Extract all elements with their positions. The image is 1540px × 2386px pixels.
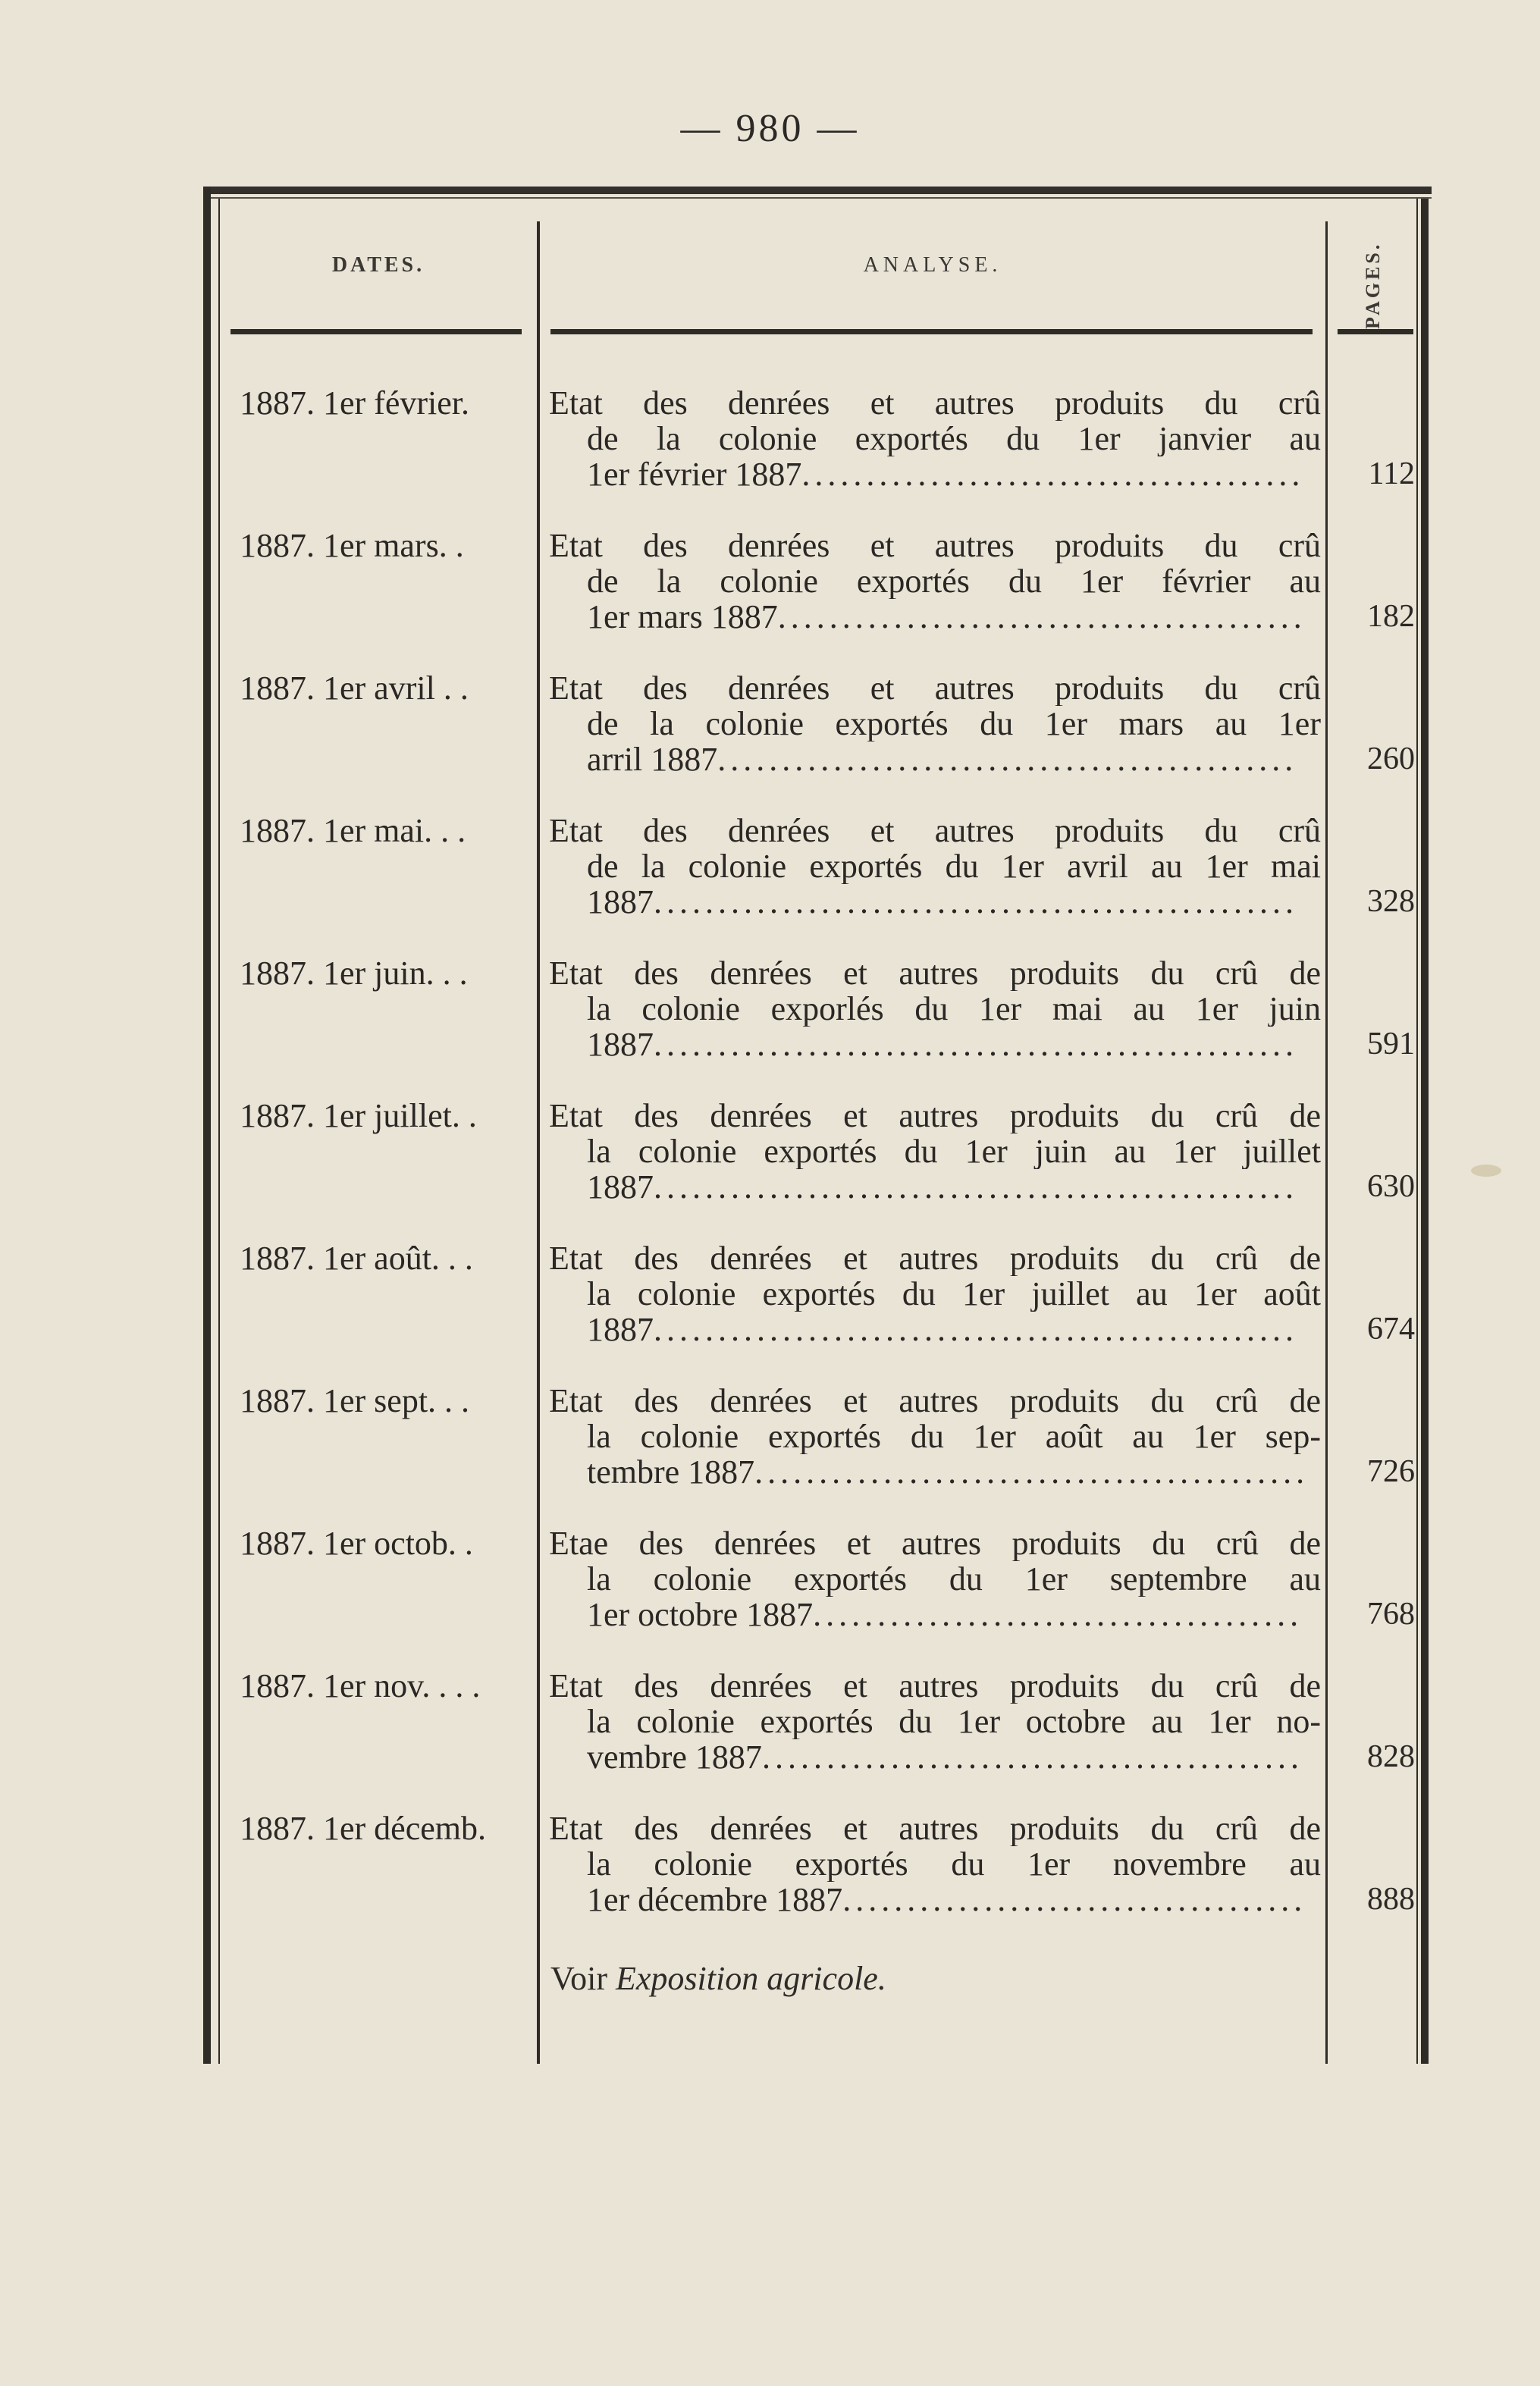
row-date: 1887. 1er mars. .: [240, 527, 464, 564]
row-page: 182: [1367, 599, 1415, 634]
analysis-line: [549, 1312, 1321, 1347]
row-page: 112: [1368, 456, 1415, 491]
analysis-line: Etat des denrées et autres produits du crû de: [549, 1383, 1321, 1419]
analysis-line: Etat des denrées et autres produits du crû de: [549, 1098, 1321, 1133]
analysis-line-text: tembre 1887: [587, 1454, 755, 1490]
index-rows: [203, 385, 1432, 1953]
row-date: 1887. 1er octob. .: [240, 1525, 473, 1562]
analysis-line-text: 1er mars 1887: [587, 599, 778, 635]
row-analysis: [549, 955, 1321, 1062]
footer-note-prefix: Voir: [550, 1960, 616, 1997]
index-row: [203, 528, 1432, 670]
analysis-line: [549, 742, 1321, 777]
analysis-line: la colonie exportés du 1er juillet au 1er août: [587, 1276, 1321, 1312]
row-page: 726: [1367, 1454, 1415, 1489]
row-date: 1887. 1er sept. . .: [240, 1382, 470, 1419]
dot-leader: .......................................: [801, 456, 1305, 492]
row-page: 591: [1367, 1027, 1415, 1061]
row-date: 1887. 1er nov. . . .: [240, 1667, 481, 1704]
row-analysis: [549, 670, 1321, 777]
index-row: [203, 1811, 1432, 1953]
row-page: 768: [1367, 1597, 1415, 1632]
header-analyse: ANALYSE.: [863, 253, 1002, 277]
header-underline-pages: [1338, 329, 1413, 334]
dot-leader: ..................................................: [654, 884, 1298, 920]
paper-stain: [1471, 1165, 1501, 1177]
dot-leader: ......................................: [813, 1597, 1303, 1632]
analysis-line: la colonie exportés du 1er novembre au: [587, 1846, 1321, 1882]
analysis-line: de la colonie exportés du 1er février au: [587, 563, 1321, 599]
index-row: [203, 1525, 1432, 1668]
analysis-line: Etat des denrées et autres produits du crû: [549, 813, 1321, 848]
index-row: [203, 955, 1432, 1098]
analysis-line: la colonie exportés du 1er octobre au 1er no-: [587, 1704, 1321, 1739]
index-row: [203, 1383, 1432, 1525]
index-row: [203, 813, 1432, 955]
analysis-line: [549, 1454, 1321, 1490]
row-analysis: [549, 1811, 1321, 1917]
row-analysis: [549, 813, 1321, 920]
index-row: [203, 385, 1432, 528]
analysis-line-text: 1887: [587, 884, 654, 920]
analysis-line: Etat des denrées et autres produits du crû de: [549, 1240, 1321, 1276]
analysis-line-text: 1887: [587, 1027, 654, 1062]
analysis-line-text: arril 1887: [587, 742, 718, 777]
dot-leader: ...........................................: [754, 1454, 1309, 1490]
row-analysis: [549, 1525, 1321, 1632]
row-date: 1887. 1er juin. . .: [240, 955, 468, 992]
footer-note-link-text: Exposition agricole.: [615, 1960, 886, 1997]
row-analysis: [549, 1383, 1321, 1490]
dot-leader: .............................................: [717, 742, 1298, 777]
analysis-line: Etat des denrées et autres produits du crû: [549, 528, 1321, 563]
analysis-line: [549, 456, 1321, 492]
dot-leader: .........................................: [777, 599, 1306, 635]
header-pages: PAGES.: [1362, 241, 1384, 329]
footer-note: [550, 1959, 886, 1998]
row-analysis: [549, 528, 1321, 635]
analysis-line-text: 1er octobre 1887: [587, 1597, 814, 1632]
analysis-line-text: 1er décembre 1887: [587, 1882, 843, 1917]
analysis-line-text: vembre 1887: [587, 1739, 762, 1775]
row-analysis: [549, 1668, 1321, 1775]
row-date: 1887. 1er juillet. .: [240, 1097, 477, 1134]
analysis-line-text: 1887: [587, 1312, 654, 1347]
analysis-line: [549, 1739, 1321, 1775]
analysis-line: [549, 1027, 1321, 1062]
row-date: 1887. 1er mai. . .: [240, 812, 466, 849]
row-page: 328: [1367, 884, 1415, 919]
index-row: [203, 670, 1432, 813]
header-underline-dates: [231, 329, 522, 334]
analysis-line: [549, 1597, 1321, 1632]
analysis-line-text: 1887: [587, 1169, 654, 1205]
row-page: 630: [1367, 1169, 1415, 1204]
row-page: 260: [1367, 742, 1415, 776]
header-dates: DATES.: [331, 253, 425, 277]
index-row: [203, 1668, 1432, 1811]
dot-leader: ..........................................: [761, 1739, 1303, 1775]
analysis-line: [549, 1882, 1321, 1917]
row-analysis: [549, 385, 1321, 492]
table-top-rule-thin: [203, 197, 1432, 199]
table-top-rule: [203, 187, 1432, 194]
page-number: — 980 —: [680, 107, 860, 150]
analysis-line-text: 1er février 1887: [587, 456, 802, 492]
analysis-line: la colonie exportés du 1er juin au 1er juillet: [587, 1133, 1321, 1169]
analysis-line: de la colonie exportés du 1er mars au 1er: [587, 706, 1321, 742]
analysis-line: Etat des denrées et autres produits du crû de: [549, 955, 1321, 991]
dot-leader: ..................................................: [654, 1027, 1298, 1062]
index-row: [203, 1240, 1432, 1383]
row-date: 1887. 1er avril . .: [240, 669, 469, 707]
analysis-line: [549, 884, 1321, 920]
row-analysis: [549, 1240, 1321, 1347]
row-analysis: [549, 1098, 1321, 1205]
analysis-line: [549, 599, 1321, 635]
dot-leader: ..................................................: [654, 1169, 1298, 1205]
row-date: 1887. 1er août. . .: [240, 1240, 473, 1277]
analysis-line: Etat des denrées et autres produits du crû: [549, 670, 1321, 706]
header-underline-analyse: [550, 329, 1313, 334]
analysis-line: la colonie exportés du 1er septembre au: [587, 1561, 1321, 1597]
analysis-line: Etat des denrées et autres produits du crû de: [549, 1668, 1321, 1704]
analysis-line: de la colonie exportés du 1er janvier au: [587, 421, 1321, 456]
dot-leader: ....................................: [842, 1882, 1307, 1917]
analysis-line: la colonie exportés du 1er août au 1er sep-: [587, 1419, 1321, 1454]
row-date: 1887. 1er décemb.: [240, 1810, 486, 1847]
dot-leader: ..................................................: [654, 1312, 1298, 1347]
index-row: [203, 1098, 1432, 1240]
row-date: 1887. 1er février.: [240, 384, 469, 422]
analysis-line: de la colonie exportés du 1er avril au 1er mai: [587, 848, 1321, 884]
analysis-line: la colonie exporlés du 1er mai au 1er juin: [587, 991, 1321, 1027]
analysis-line: Etae des denrées et autres produits du crû de: [549, 1525, 1321, 1561]
analysis-line: Etat des denrées et autres produits du crû: [549, 385, 1321, 421]
row-page: 674: [1367, 1312, 1415, 1347]
row-page: 828: [1367, 1739, 1415, 1774]
analysis-line: [549, 1169, 1321, 1205]
analysis-line: Etat des denrées et autres produits du crû de: [549, 1811, 1321, 1846]
row-page: 888: [1367, 1882, 1415, 1917]
